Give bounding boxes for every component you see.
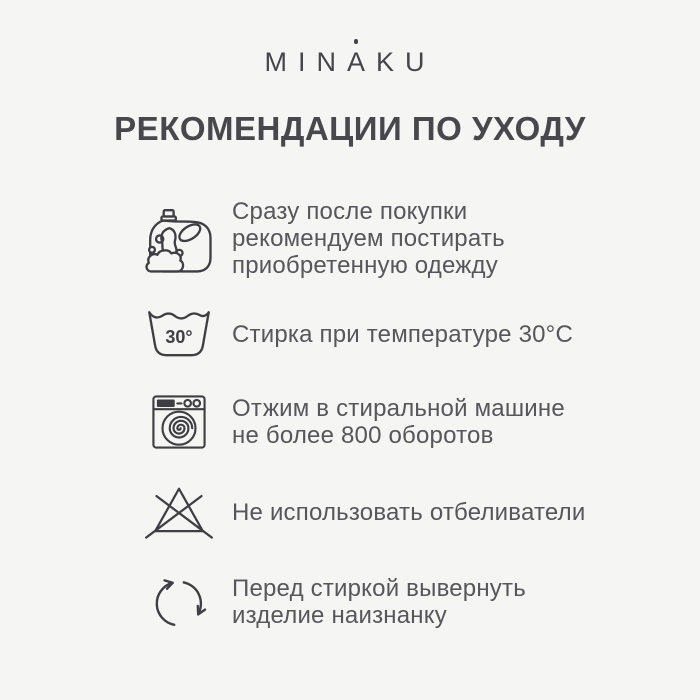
text-line: Перед стиркой вывернуть [232, 575, 526, 602]
icon-box [141, 307, 217, 361]
brand-logo-part: KU [376, 47, 436, 77]
brand-logo [0, 0, 700, 78]
care-instructions-list [0, 198, 700, 634]
care-item-wash-temperature [141, 307, 700, 361]
care-item-wash-after-purchase [141, 198, 700, 279]
page-title: РЕКОМЕНДАЦИИ ПО УХОДУ [114, 110, 586, 147]
do-not-bleach-icon [141, 483, 217, 542]
care-item-no-bleach [141, 483, 700, 542]
brand-logo-accent-letter: A [346, 47, 376, 77]
washing-machine-icon [146, 389, 212, 455]
turn-inside-out-icon [147, 570, 211, 634]
text-line: не более 800 оборотов [232, 422, 494, 449]
brand-logo-part: MIN [264, 47, 347, 77]
care-item-text [232, 198, 505, 279]
care-item-inside-out [141, 570, 700, 634]
care-item-text [232, 321, 573, 348]
text-line: Отжим в стиральной машине [232, 395, 565, 422]
text-line: изделие наизнанку [232, 602, 447, 629]
detergent-bottle-icon [143, 201, 215, 277]
text-line: приобретенную одежду [232, 252, 498, 279]
wash-30-degrees-icon [143, 307, 215, 361]
text-line: Не использовать отбеливатели [232, 499, 586, 526]
care-item-text [232, 575, 526, 629]
text-line: Сразу после покупки [232, 198, 468, 225]
text-line: рекомендуем постирать [232, 225, 505, 252]
icon-box [141, 201, 217, 277]
icon-box [141, 483, 217, 542]
temperature-label: 30° [165, 327, 193, 347]
care-item-spin-limit [141, 389, 700, 455]
icon-box [141, 570, 217, 634]
text-line: Стирка при температуре 30°С [232, 320, 574, 348]
care-item-text [232, 499, 585, 526]
icon-box [141, 389, 217, 455]
care-item-text [232, 395, 565, 449]
